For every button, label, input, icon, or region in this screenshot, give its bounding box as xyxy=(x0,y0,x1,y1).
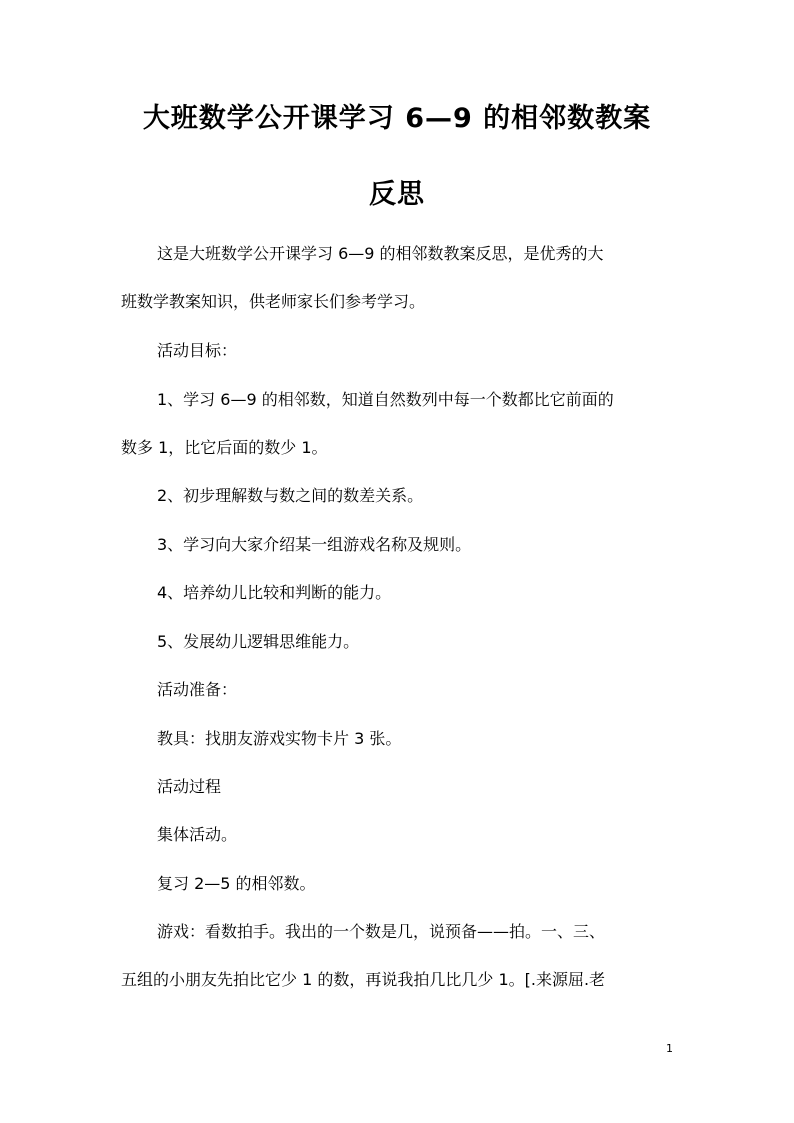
paragraph-line: 班数学教案知识，供老师家长们参考学习。 xyxy=(121,292,426,311)
paragraph-line: 教具：找朋友游戏实物卡片 3 张。 xyxy=(157,729,402,748)
paragraph-line: 4、培养幼儿比较和判断的能力。 xyxy=(157,583,392,602)
paragraph-line: 2、初步理解数与数之间的数差关系。 xyxy=(157,486,424,505)
section-heading: 活动过程 xyxy=(157,777,222,796)
paragraph-line: 数多 1，比它后面的数少 1。 xyxy=(121,438,328,457)
paragraph-line: 复习 2—5 的相邻数。 xyxy=(157,874,316,893)
document-title-line-2: 反思 xyxy=(369,179,425,210)
document-title-line-1: 大班数学公开课学习 6—9 的相邻数教案 xyxy=(142,103,652,134)
paragraph-line: 集体活动。 xyxy=(157,825,238,844)
paragraph-line: 游戏：看数拍手。我出的一个数是几，说预备——拍。一、三、 xyxy=(157,922,606,941)
page-number: 1 xyxy=(666,1042,673,1055)
paragraph-line: 3、学习向大家介绍某一组游戏名称及规则。 xyxy=(157,535,472,554)
paragraph-line: 五组的小朋友先拍比它少 1 的数，再说我拍几比几少 1。[.来源屈.老 xyxy=(121,970,606,989)
paragraph-line: 5、发展幼儿逻辑思维能力。 xyxy=(157,632,360,651)
section-heading: 活动准备： xyxy=(157,680,238,699)
paragraph-line: 这是大班数学公开课学习 6—9 的相邻数教案反思，是优秀的大 xyxy=(157,244,604,263)
section-heading: 活动目标： xyxy=(157,341,238,360)
paragraph-line: 1、学习 6—9 的相邻数，知道自然数列中每一个数都比它前面的 xyxy=(157,390,614,409)
